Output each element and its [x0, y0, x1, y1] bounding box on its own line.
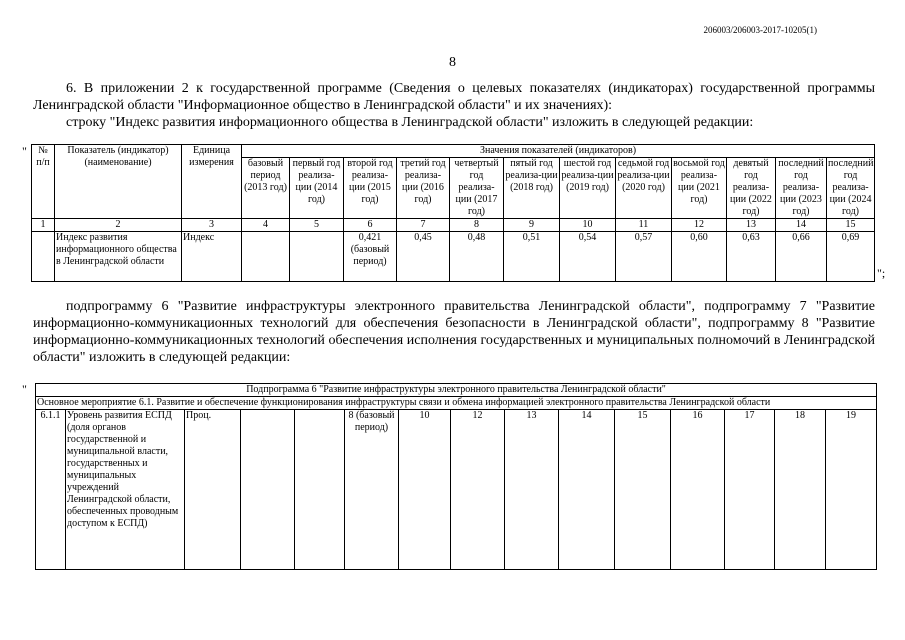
column-number: 15 [827, 219, 875, 232]
row-value: 16 [671, 410, 725, 570]
row-unit: Проц. [185, 410, 241, 570]
indicator-table-2 [35, 383, 877, 570]
header-indicator: Показатель (индикатор) (наименование) [55, 145, 182, 219]
row-value: 0,421 (базовый период) [344, 232, 397, 282]
paragraph-1-text: 6. В приложении 2 к государственной программе (Сведения о целевых показателях (индикаторах) государственной программы Ленинградской области "Информационное общество в Ленинградской области" и их значениях): [33, 81, 875, 113]
row-value [295, 410, 345, 570]
row-value: 14 [559, 410, 615, 570]
header-period: третий год реализа-ции (2016 год) [397, 158, 450, 219]
header-unit: Единица измерения [182, 145, 242, 219]
column-number: 5 [290, 219, 344, 232]
table-row [32, 232, 875, 282]
indicator-table-1 [31, 144, 875, 282]
main-event-title: Основное мероприятие 6.1. Развитие и обеспечение функционирования инфраструктуры связи и обмена информацией электронного правительства Ленинградской области [36, 397, 877, 410]
header-num: № п/п [32, 145, 55, 219]
quote-close-1: "; [877, 266, 886, 280]
row-value: 0,45 [397, 232, 450, 282]
column-number: 7 [397, 219, 450, 232]
row-value: 0,63 [727, 232, 776, 282]
column-number: 12 [672, 219, 727, 232]
row-indicator-name: Индекс развития информационного общества в Ленинградской области [55, 232, 182, 282]
header-period: пятый год реализа-ции (2018 год) [504, 158, 560, 219]
header-period: восьмой год реализа-ции (2021 год) [672, 158, 727, 219]
row-value: 8 (базовый период) [345, 410, 399, 570]
column-number: 2 [55, 219, 182, 232]
row-value: 17 [725, 410, 775, 570]
column-number: 3 [182, 219, 242, 232]
header-period: первый год реализа-ции (2014 год) [290, 158, 344, 219]
row-value: 15 [615, 410, 671, 570]
document-code: 206003/206003-2017-10205(1) [703, 25, 817, 35]
row-value: 0,51 [504, 232, 560, 282]
row-value [242, 232, 290, 282]
row-num: 6.1.1 [36, 410, 66, 570]
paragraph-2 [33, 298, 875, 366]
row-value: 0,54 [560, 232, 616, 282]
row-value [241, 410, 295, 570]
header-period: второй год реализа-ции (2015 год) [344, 158, 397, 219]
subprogram-title: Подпрограмма 6 "Развитие инфраструктуры электронного правительства Ленинградской области" [36, 384, 877, 397]
header-period: базовый период (2013 год) [242, 158, 290, 219]
row-value: 0,60 [672, 232, 727, 282]
header-period: четвертый год реализа-ции (2017 год) [450, 158, 504, 219]
header-period: последний год реализа-ции (2023 год) [776, 158, 827, 219]
column-number: 11 [616, 219, 672, 232]
column-number: 8 [450, 219, 504, 232]
row-value: 0,66 [776, 232, 827, 282]
header-period: шестой год реализа-ции (2019 год) [560, 158, 616, 219]
paragraph-2-text: подпрограмму 6 "Развитие инфраструктуры электронного правительства Ленинградской области", подпрограмму 7 "Развитие информационно-коммуникационных технологий для обеспечения безопасности в Ленинградской области", подпрограмму 8 "Развитие информационно-коммуникационных технологий обеспечения исполнения государственных и муниципальных полномочий в Ленинградской области" изложить в следующей редакции: [33, 299, 875, 365]
row-value: 13 [505, 410, 559, 570]
row-value: 0,48 [450, 232, 504, 282]
column-number: 10 [560, 219, 616, 232]
header-period: последний год реализа-ции (2024 год) [828, 158, 874, 217]
quote-open-2: " [22, 382, 27, 396]
header-period: седьмой год реализа-ции (2020 год) [616, 158, 672, 219]
column-number: 1 [32, 219, 55, 232]
row-unit: Индекс [182, 232, 242, 282]
column-number: 14 [776, 219, 827, 232]
header-values: Значения показателей (индикаторов) [242, 145, 875, 158]
header-period: девятый год реализа-ции (2022 год) [727, 158, 776, 219]
row-value: 18 [775, 410, 826, 570]
row-value: 19 [826, 410, 877, 570]
table-row [36, 410, 877, 570]
column-number: 13 [727, 219, 776, 232]
column-number: 6 [344, 219, 397, 232]
row-value: 0,69 [827, 232, 875, 282]
row-value [290, 232, 344, 282]
paragraph-1 [33, 80, 875, 131]
paragraph-1-instruction: строку "Индекс развития информационного общества в Ленинградской области" изложить в следующей редакции: [66, 115, 754, 130]
row-indicator-name: Уровень развития ЕСПД (доля органов государственной и муниципальной власти, государственных и муниципальных учреждений Ленинградской области, обеспеченных проводным доступом к ЕСПД) [66, 410, 185, 570]
page-number: 8 [449, 55, 456, 70]
column-number: 9 [504, 219, 560, 232]
row-value: 12 [451, 410, 505, 570]
row-num [32, 232, 55, 282]
row-value: 0,57 [616, 232, 672, 282]
column-number: 4 [242, 219, 290, 232]
row-value: 10 [399, 410, 451, 570]
quote-open-1: " [22, 144, 27, 158]
